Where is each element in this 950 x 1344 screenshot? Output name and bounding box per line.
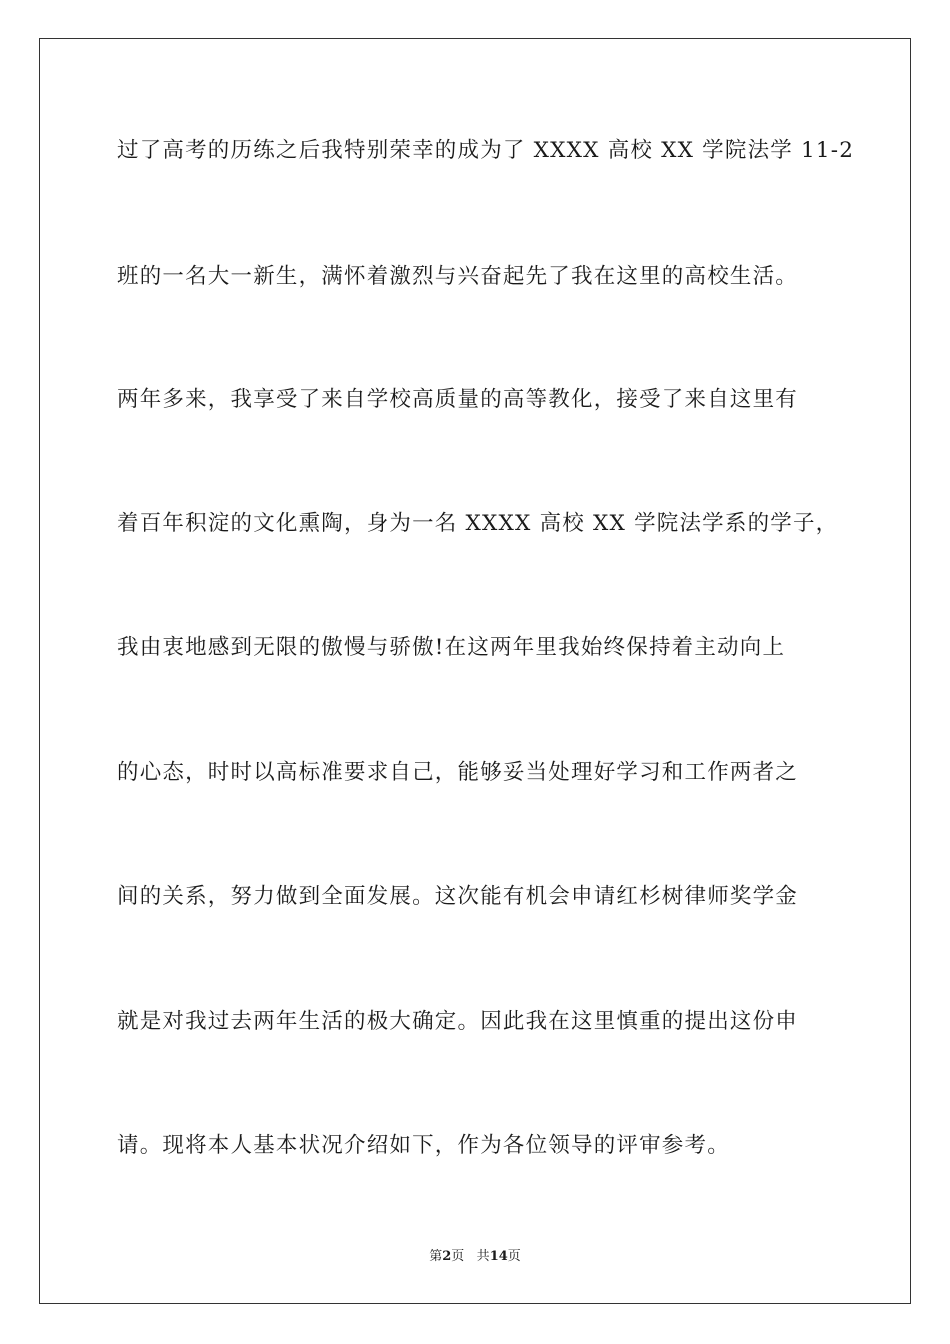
paragraph-line-1: 过了高考的历练之后我特别荣幸的成为了 XXXX 高校 XX 学院法学 11-2 xyxy=(117,138,855,163)
page-border xyxy=(39,38,911,1304)
total-pages: 14 xyxy=(489,1249,508,1264)
paragraph-line-4: 着百年积淀的文化熏陶，身为一名 XXXX 高校 XX 学院法学系的学子， xyxy=(117,511,839,536)
paragraph-line-6: 的心态，时时以高标准要求自己，能够妥当处理好学习和工作两者之 xyxy=(117,760,799,785)
paragraph-line-2: 班的一名大一新生，满怀着激烈与兴奋起先了我在这里的高校生活。 xyxy=(117,264,799,289)
paragraph-line-9: 请。现将本人基本状况介绍如下，作为各位领导的评审参考。 xyxy=(117,1133,730,1158)
paragraph-line-3: 两年多来，我享受了来自学校高质量的高等教化，接受了来自这里有 xyxy=(117,387,799,412)
total-suffix: 页 xyxy=(507,1249,521,1264)
page-number: 2 xyxy=(442,1249,452,1264)
paragraph-line-7: 间的关系，努力做到全面发展。这次能有机会申请红杉树律师奖学金 xyxy=(117,884,799,909)
page-footer xyxy=(0,1248,950,1266)
paragraph-line-8: 就是对我过去两年生活的极大确定。因此我在这里慎重的提出这份申 xyxy=(117,1009,799,1034)
page-prefix: 第 xyxy=(429,1249,443,1264)
paragraph-line-5: 我由衷地感到无限的傲慢与骄傲!在这两年里我始终保持着主动向上 xyxy=(117,635,786,660)
total-prefix: 共 xyxy=(476,1249,490,1264)
page-suffix: 页 xyxy=(451,1249,465,1264)
